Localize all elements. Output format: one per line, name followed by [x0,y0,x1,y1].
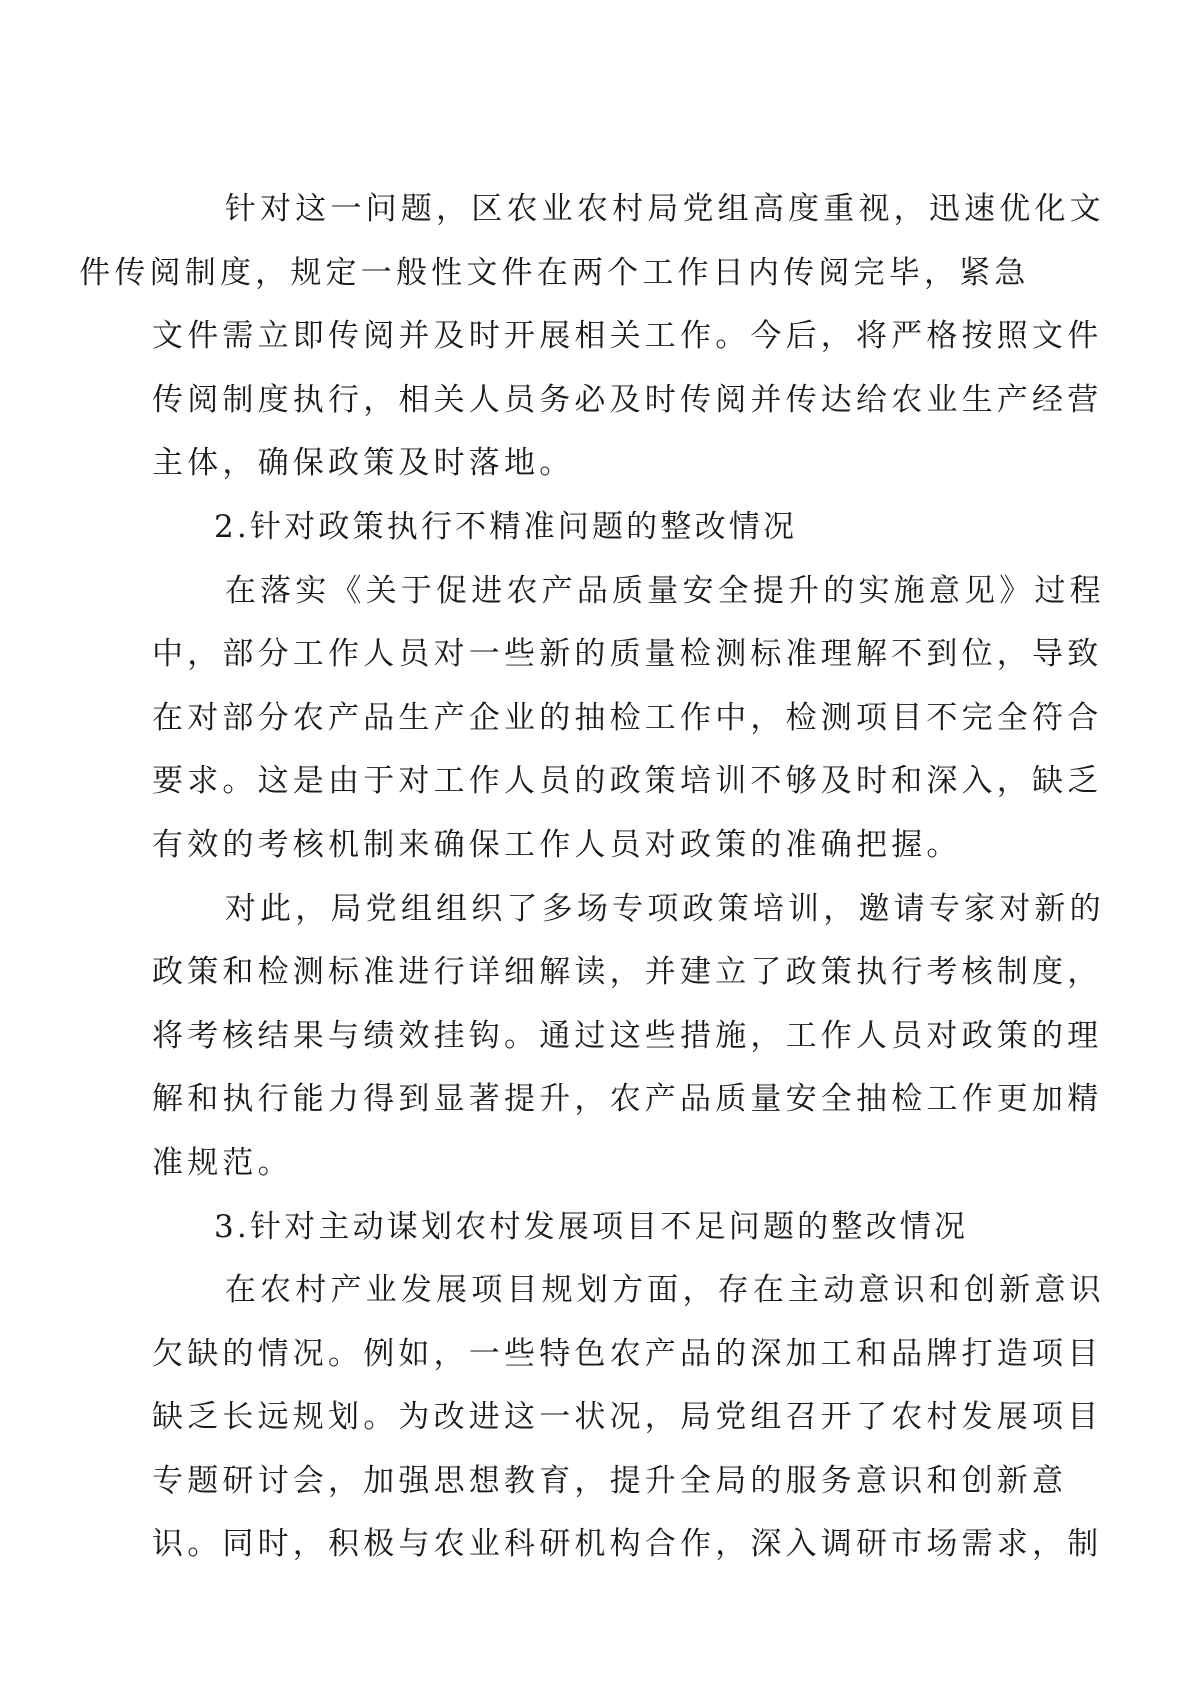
text-line: 专题研讨会，加强思想教育，提升全局的服务意识和创新意 [152,1462,1068,1499]
text-line: 解和执行能力得到显著提升，农产品质量安全抽检工作更加精 [152,1081,1103,1118]
section-heading-3: 3.针对主动谋划农村发展项目不足问题的整改情况 [214,1208,969,1245]
text-line: 政策和检测标准进行详细解读，并建立了政策执行考核制度， [152,954,1103,991]
text-line: 要求。这是由于对工作人员的政策培训不够及时和深入，缺乏 [152,763,1103,800]
paragraph-3 [152,878,1105,1196]
text-line: 传阅制度执行，相关人员务必及时传阅并传达给农业生产经营 [152,381,1103,418]
section-heading-2: 2.针对政策执行不精准问题的整改情况 [214,508,798,545]
text-line: 欠缺的情况。例如，一些特色农产品的深加工和品牌打造项目 [152,1335,1103,1372]
text-line: 文件需立即传阅并及时开展相关工作。今后，将严格按照文件 [152,318,1103,355]
text-line: 识。同时，积极与农业科研机构合作，深入调研市场需求，制 [152,1526,1103,1563]
text-line: 有效的考核机制来确保工作人员对政策的准确把握。 [152,826,962,863]
document-body [79,178,1105,1577]
text-line: 中，部分工作人员对一些新的质量检测标准理解不到位，导致 [152,636,1103,673]
paragraph-4 [152,1259,1105,1577]
text-line: 针对这一问题，区农业农村局党组高度重视，迅速优化文 [224,191,1105,227]
text-line: 对此，局党组组织了多场专项政策培训，邀请专家对新的 [224,890,1105,927]
text-line: 在落实《关于促进农产品质量安全提升的实施意见》过程 [224,572,1105,609]
text-line: 缺乏长远规划。为改进这一状况，局党组召开了农村发展项目 [152,1399,1103,1436]
text-line: 件传阅制度，规定一般性文件在两个工作日内传阅完毕，紧急 [79,254,1030,291]
paragraph-1 [79,178,1105,496]
paragraph-2 [152,560,1105,878]
text-line: 将考核结果与绩效挂钩。通过这些措施，工作人员对政策的理 [152,1017,1103,1054]
text-line: 主体，确保政策及时落地。 [152,445,575,482]
text-line: 在对部分农产品生产企业的抽检工作中，检测项目不完全符合 [152,699,1103,736]
text-line: 在农村产业发展项目规划方面，存在主动意识和创新意识 [224,1272,1105,1309]
text-line: 准规范。 [152,1144,293,1181]
